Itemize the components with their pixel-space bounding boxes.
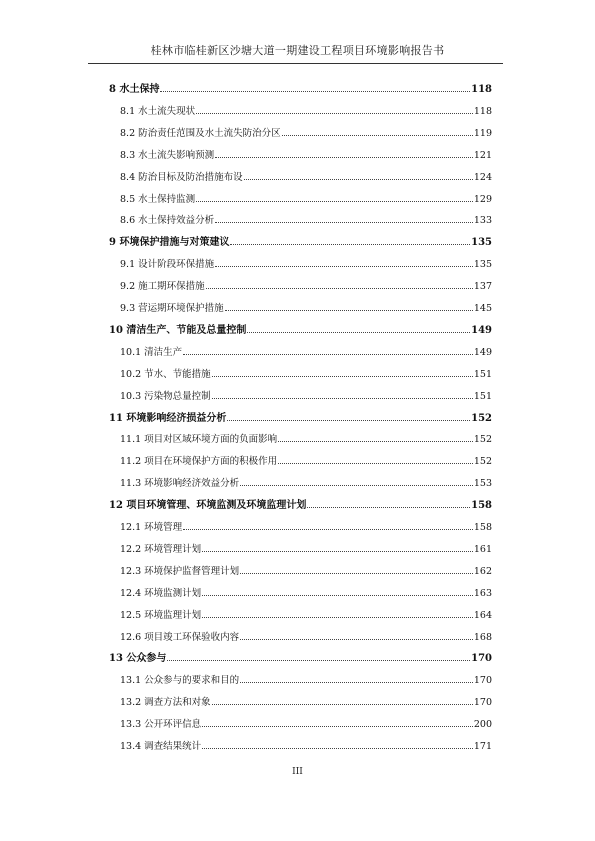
toc-entry-title: 12 项目环境管理、环境监测及环境监理计划 bbox=[109, 500, 307, 512]
toc-section-entry[interactable] bbox=[120, 168, 492, 184]
toc-entry-title: 9.1 设计阶段环保措施 bbox=[120, 259, 215, 271]
toc-dot-leader bbox=[212, 693, 473, 705]
toc-section-entry[interactable] bbox=[120, 255, 492, 271]
toc-entry-page: 135 bbox=[473, 259, 492, 271]
toc-entry-title: 10.2 节水、节能措施 bbox=[120, 368, 211, 380]
toc-entry-title: 10.3 污染物总量控制 bbox=[120, 390, 211, 402]
page-number: III bbox=[292, 767, 303, 777]
toc-entry-title: 8.1 水土流失现状 bbox=[120, 105, 196, 117]
toc-entry-page: 151 bbox=[473, 390, 492, 402]
toc-entry-page: 118 bbox=[471, 84, 492, 95]
toc-entry-title: 8.2 防治责任范围及水土流失防治分区 bbox=[120, 127, 281, 139]
toc-entry-page: 164 bbox=[473, 609, 492, 621]
toc-dot-leader bbox=[196, 102, 473, 114]
toc-entry-page: 170 bbox=[471, 653, 492, 665]
toc-dot-leader bbox=[167, 649, 470, 661]
toc-dot-leader bbox=[196, 190, 473, 202]
toc-dot-leader bbox=[240, 562, 473, 574]
toc-chapter-entry[interactable] bbox=[109, 649, 492, 665]
toc-section-entry[interactable] bbox=[120, 430, 492, 446]
toc-section-entry[interactable] bbox=[120, 737, 492, 753]
toc-chapter-entry[interactable] bbox=[109, 409, 492, 425]
toc-entry-title: 12.2 环境管理计划 bbox=[120, 543, 202, 555]
toc-entry-page: 149 bbox=[471, 324, 492, 336]
toc-section-entry[interactable] bbox=[120, 715, 492, 731]
toc-entry-page: 158 bbox=[471, 500, 492, 512]
toc-dot-leader bbox=[215, 211, 473, 223]
toc-entry-page: 151 bbox=[473, 368, 492, 380]
toc-dot-leader bbox=[247, 321, 470, 333]
toc-entry-title: 8.4 防治目标及防治措施布设 bbox=[120, 171, 243, 183]
toc-section-entry[interactable] bbox=[120, 518, 492, 534]
toc-entry-title: 11.2 项目在环境保护方面的积极作用 bbox=[120, 456, 278, 468]
toc-dot-leader bbox=[202, 737, 473, 749]
toc-dot-leader bbox=[202, 606, 473, 618]
toc-dot-leader bbox=[240, 474, 473, 486]
toc-entry-page: 200 bbox=[473, 719, 492, 731]
toc-section-entry[interactable] bbox=[120, 299, 492, 315]
toc-entry-page: 119 bbox=[473, 127, 492, 139]
toc-entry-page: 152 bbox=[473, 456, 492, 468]
toc-entry-page: 170 bbox=[473, 697, 492, 709]
toc-entry-title: 13 公众参与 bbox=[109, 653, 167, 665]
toc-entry-title: 9.3 营运期环境保护措施 bbox=[120, 303, 224, 314]
toc-section-entry[interactable] bbox=[120, 606, 492, 622]
toc-section-entry[interactable] bbox=[120, 277, 492, 293]
toc-dot-leader bbox=[215, 146, 473, 158]
toc-entry-page: 137 bbox=[473, 281, 492, 293]
toc-dot-leader bbox=[183, 343, 473, 355]
toc-entry-title: 13.1 公众参与的要求和目的 bbox=[120, 675, 240, 687]
toc-entry-title: 10.1 清洁生产 bbox=[120, 346, 183, 358]
toc-entry-page: 145 bbox=[473, 303, 492, 314]
toc-entry-title: 11 环境影响经济损益分析 bbox=[109, 412, 227, 424]
toc-dot-leader bbox=[202, 584, 473, 596]
toc-dot-leader bbox=[240, 628, 473, 640]
toc-chapter-entry[interactable] bbox=[109, 496, 492, 512]
toc-section-entry[interactable] bbox=[120, 190, 492, 206]
toc-entry-page: 121 bbox=[473, 149, 492, 161]
toc-dot-leader bbox=[230, 233, 470, 245]
toc-entry-title: 10 清洁生产、节能及总量控制 bbox=[109, 324, 247, 336]
toc-entry-page: 124 bbox=[473, 171, 492, 183]
toc-section-entry[interactable] bbox=[120, 365, 492, 381]
toc-entry-page: 152 bbox=[473, 434, 492, 446]
toc-entry-title: 8.3 水土流失影响预测 bbox=[120, 149, 215, 161]
toc-dot-leader bbox=[307, 496, 470, 508]
toc-dot-leader bbox=[225, 299, 473, 311]
toc-entry-page: 149 bbox=[473, 346, 492, 358]
toc-dot-leader bbox=[244, 168, 473, 180]
toc-entry-title: 13.4 调查结果统计 bbox=[120, 741, 202, 752]
toc-dot-leader bbox=[206, 277, 473, 289]
toc-entry-page: 163 bbox=[473, 587, 492, 599]
toc-section-entry[interactable] bbox=[120, 540, 492, 556]
toc-section-entry[interactable] bbox=[120, 628, 492, 644]
toc-dot-leader bbox=[282, 124, 473, 136]
toc-dot-leader bbox=[183, 518, 473, 530]
toc-dot-leader bbox=[202, 540, 473, 552]
toc-entry-page: 162 bbox=[473, 565, 492, 577]
toc-entry-page: 118 bbox=[473, 105, 492, 117]
toc-entry-title: 8.6 水土保持效益分析 bbox=[120, 215, 215, 227]
toc-section-entry[interactable] bbox=[120, 124, 492, 140]
toc-entry-page: 168 bbox=[473, 631, 492, 643]
header-divider bbox=[88, 63, 503, 64]
toc-dot-leader bbox=[212, 387, 473, 399]
toc-dot-leader bbox=[278, 452, 473, 464]
toc-section-entry[interactable] bbox=[120, 387, 492, 403]
toc-entry-title: 8.5 水土保持监测 bbox=[120, 193, 196, 205]
toc-entry-title: 9 环境保护措施与对策建议 bbox=[109, 237, 230, 249]
toc-section-entry[interactable] bbox=[120, 671, 492, 687]
toc-section-entry[interactable] bbox=[120, 343, 492, 359]
toc-dot-leader bbox=[202, 715, 473, 727]
toc-entry-title: 12.5 环境监理计划 bbox=[120, 609, 202, 621]
toc-entry-title: 9.2 施工期环保措施 bbox=[120, 281, 205, 293]
toc-dot-leader bbox=[160, 80, 470, 92]
toc-entry-page: 158 bbox=[473, 522, 492, 533]
toc-chapter-entry[interactable] bbox=[109, 80, 492, 96]
toc-entry-page: 170 bbox=[473, 675, 492, 687]
toc-entry-page: 152 bbox=[471, 412, 492, 424]
toc-chapter-entry[interactable] bbox=[109, 321, 492, 337]
running-header: 桂林市临桂新区沙塘大道一期建设工程项目环境影响报告书 bbox=[150, 44, 445, 57]
toc-chapter-entry[interactable] bbox=[109, 233, 492, 249]
toc-entry-title: 11.3 环境影响经济效益分析 bbox=[120, 478, 240, 490]
toc-entry-page: 133 bbox=[473, 215, 492, 227]
toc-entry-title: 12.4 环境监测计划 bbox=[120, 587, 202, 599]
toc-dot-leader bbox=[227, 409, 470, 421]
toc-entry-title: 8 水土保持 bbox=[109, 84, 160, 95]
toc-entry-title: 12.3 环境保护监督管理计划 bbox=[120, 565, 240, 577]
toc-dot-leader bbox=[215, 255, 473, 267]
toc-section-entry[interactable] bbox=[120, 693, 492, 709]
toc-entry-page: 135 bbox=[471, 237, 492, 249]
toc-entry-title: 13.3 公开环评信息 bbox=[120, 719, 202, 731]
toc-dot-leader bbox=[240, 671, 473, 683]
toc-section-entry[interactable] bbox=[120, 584, 492, 600]
toc-section-entry[interactable] bbox=[120, 562, 492, 578]
toc-entry-title: 12.6 项目竣工环保验收内容 bbox=[120, 631, 240, 643]
toc-entry-title: 12.1 环境管理 bbox=[120, 522, 183, 533]
toc-dot-leader bbox=[212, 365, 473, 377]
toc-entry-page: 129 bbox=[473, 193, 492, 205]
toc-section-entry[interactable] bbox=[120, 211, 492, 227]
toc-section-entry[interactable] bbox=[120, 452, 492, 468]
toc-section-entry[interactable] bbox=[120, 146, 492, 162]
toc-entry-title: 13.2 调查方法和对象 bbox=[120, 697, 211, 709]
toc-entry-page: 153 bbox=[473, 478, 492, 490]
toc-entry-title: 11.1 项目对区域环境方面的负面影响 bbox=[120, 434, 278, 446]
toc-section-entry[interactable] bbox=[120, 474, 492, 490]
toc-section-entry[interactable] bbox=[120, 102, 492, 118]
toc-entry-page: 161 bbox=[473, 543, 492, 555]
toc-entry-page: 171 bbox=[473, 741, 492, 752]
toc-dot-leader bbox=[278, 430, 473, 442]
